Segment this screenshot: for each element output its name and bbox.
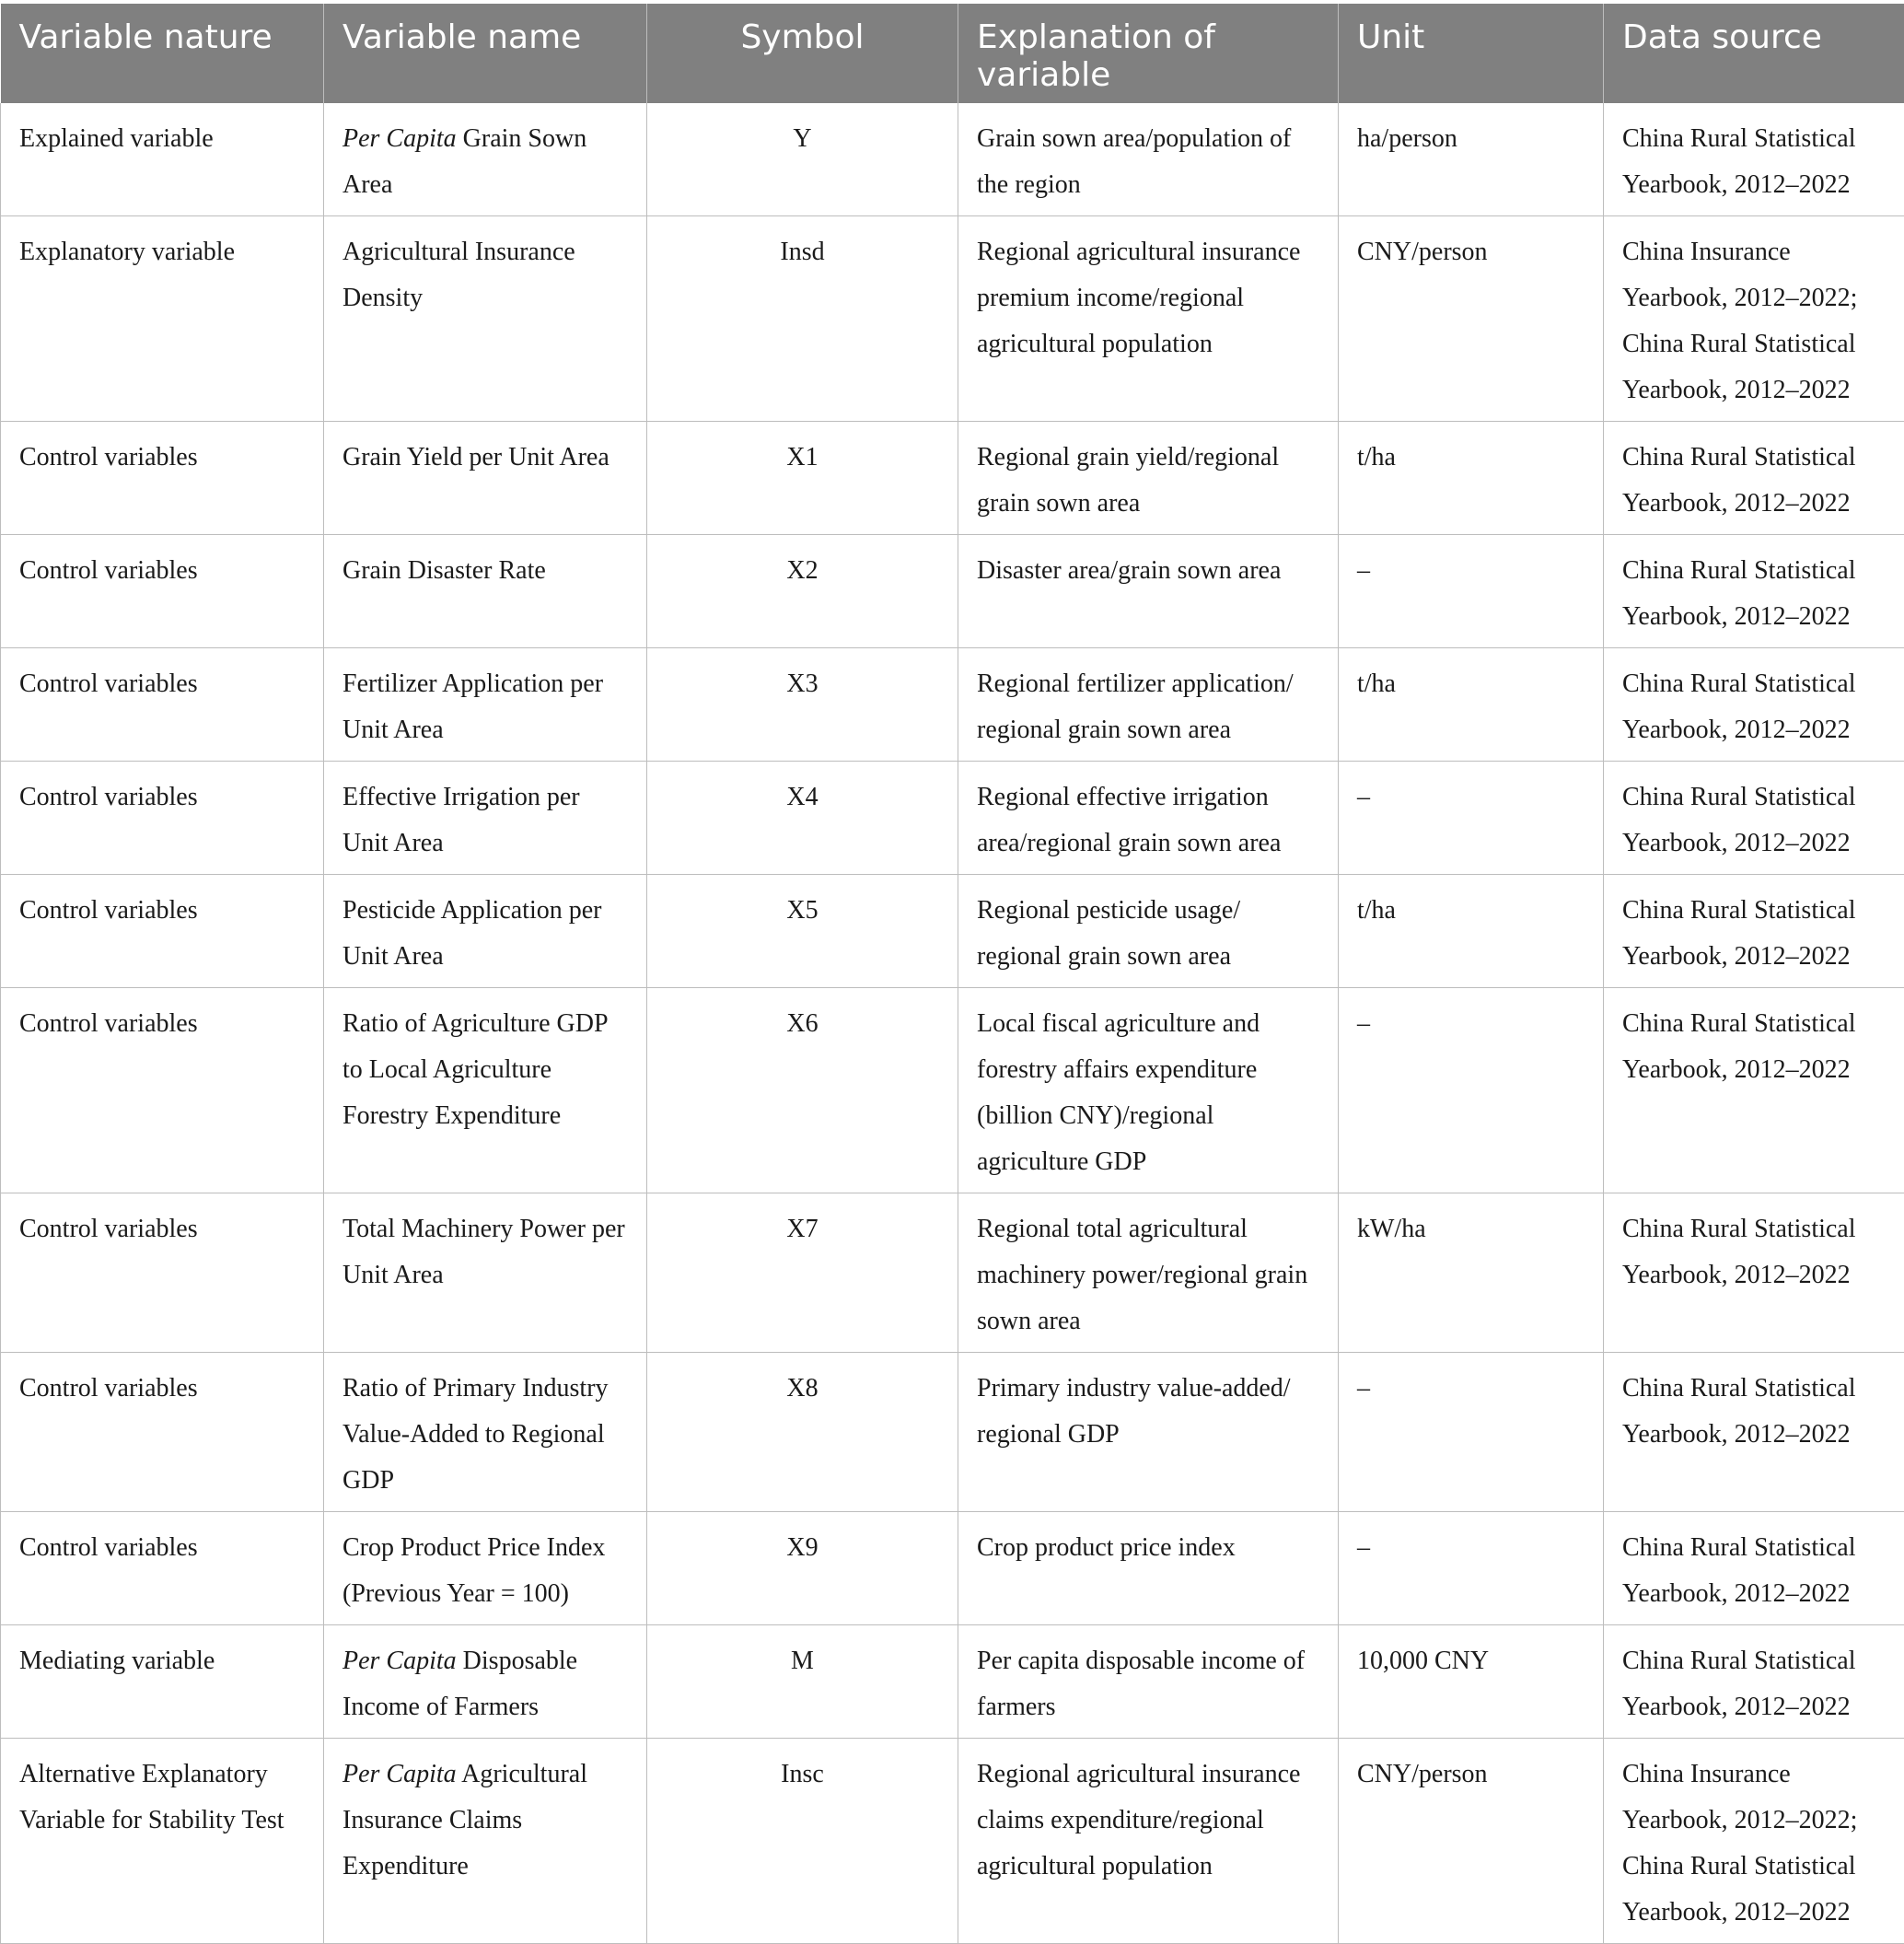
cell-explanation: Primary industry value-added/ regional GDP <box>958 1353 1339 1512</box>
cell-symbol: X3 <box>647 648 958 762</box>
cell-unit: – <box>1339 762 1604 875</box>
table-row <box>1 988 1904 1193</box>
cell-variable-name <box>324 216 647 422</box>
cell-variable-nature: Control variables <box>1 875 324 988</box>
cell-data-source: China Insurance Yearbook, 2012–2022; China Rural Statistical Yearbook, 2012–2022 <box>1604 1739 1904 1944</box>
cell-symbol: X2 <box>647 535 958 648</box>
cell-unit: t/ha <box>1339 422 1604 535</box>
cell-unit: ha/person <box>1339 103 1604 216</box>
cell-variable-name <box>324 422 647 535</box>
cell-variable-name <box>324 875 647 988</box>
cell-variable-name <box>324 1625 647 1739</box>
table-row <box>1 1193 1904 1353</box>
cell-symbol: X9 <box>647 1512 958 1625</box>
variable-name-italic: Per Capita <box>342 124 457 153</box>
cell-variable-name <box>324 1512 647 1625</box>
table-row <box>1 1353 1904 1512</box>
cell-unit: kW/ha <box>1339 1193 1604 1353</box>
cell-variable-nature: Control variables <box>1 1512 324 1625</box>
cell-data-source: China Insurance Yearbook, 2012–2022; China Rural Statistical Yearbook, 2012–2022 <box>1604 216 1904 422</box>
cell-variable-name <box>324 535 647 648</box>
cell-explanation: Local fiscal agriculture and forestry affairs expenditure (billion CNY)/regional agriculture GDP <box>958 988 1339 1193</box>
cell-variable-nature: Mediating variable <box>1 1625 324 1739</box>
variable-name-text: Fertilizer Application per Unit Area <box>342 669 610 744</box>
variable-name-text: Total Machinery Power per Unit Area <box>342 1215 632 1289</box>
cell-explanation: Regional effective irrigation area/regional grain sown area <box>958 762 1339 875</box>
cell-explanation: Crop product price index <box>958 1512 1339 1625</box>
cell-unit: – <box>1339 1512 1604 1625</box>
cell-explanation: Regional grain yield/regional grain sown area <box>958 422 1339 535</box>
cell-data-source: China Rural Statistical Yearbook, 2012–2022 <box>1604 762 1904 875</box>
table-row <box>1 535 1904 648</box>
cell-data-source: China Rural Statistical Yearbook, 2012–2022 <box>1604 648 1904 762</box>
cell-symbol: X5 <box>647 875 958 988</box>
variable-name-text: Ratio of Primary Industry Value-Added to Regional GDP <box>342 1374 614 1495</box>
table-row <box>1 103 1904 216</box>
variable-name-text: Grain Disaster Rate <box>342 556 546 585</box>
variable-name-italic: Per Capita <box>342 1760 457 1788</box>
variable-name-text: Pesticide Application per Unit Area <box>342 896 609 971</box>
cell-unit: t/ha <box>1339 648 1604 762</box>
variable-name-text: Ratio of Agriculture GDP to Local Agriculture Forestry Expenditure <box>342 1009 613 1130</box>
cell-variable-name <box>324 988 647 1193</box>
cell-variable-nature: Control variables <box>1 1193 324 1353</box>
cell-explanation: Regional fertilizer application/ regional grain sown area <box>958 648 1339 762</box>
table-row <box>1 762 1904 875</box>
cell-variable-name <box>324 762 647 875</box>
cell-data-source: China Rural Statistical Yearbook, 2012–2022 <box>1604 1512 1904 1625</box>
cell-data-source: China Rural Statistical Yearbook, 2012–2022 <box>1604 875 1904 988</box>
cell-variable-nature: Control variables <box>1 648 324 762</box>
cell-unit: 10,000 CNY <box>1339 1625 1604 1739</box>
table-row <box>1 1512 1904 1625</box>
header-data-source: Data source <box>1604 4 1904 103</box>
cell-symbol: Insd <box>647 216 958 422</box>
cell-symbol: X1 <box>647 422 958 535</box>
table-body <box>1 103 1904 1944</box>
cell-explanation: Grain sown area/population of the region <box>958 103 1339 216</box>
variable-name-text: Crop Product Price Index (Previous Year = 100) <box>342 1533 611 1608</box>
cell-unit: – <box>1339 1353 1604 1512</box>
cell-variable-name <box>324 1353 647 1512</box>
cell-data-source: China Rural Statistical Yearbook, 2012–2022 <box>1604 988 1904 1193</box>
cell-explanation: Disaster area/grain sown area <box>958 535 1339 648</box>
cell-symbol: Y <box>647 103 958 216</box>
variable-name-text: Grain Sown Area <box>342 124 592 199</box>
variable-name-text: Agricultural Insurance Density <box>342 238 582 312</box>
table-row <box>1 422 1904 535</box>
cell-variable-nature: Control variables <box>1 422 324 535</box>
cell-unit: CNY/person <box>1339 1739 1604 1944</box>
cell-symbol: X8 <box>647 1353 958 1512</box>
cell-variable-nature: Control variables <box>1 535 324 648</box>
header-unit: Unit <box>1339 4 1604 103</box>
cell-variable-name <box>324 1739 647 1944</box>
cell-symbol: X4 <box>647 762 958 875</box>
cell-variable-nature: Control variables <box>1 1353 324 1512</box>
variable-name-text: Effective Irrigation per Unit Area <box>342 783 586 857</box>
cell-data-source: China Rural Statistical Yearbook, 2012–2022 <box>1604 1625 1904 1739</box>
variable-name-text: Grain Yield per Unit Area <box>342 443 610 471</box>
cell-variable-nature: Explanatory variable <box>1 216 324 422</box>
header-explanation: Explanation of variable <box>958 4 1339 103</box>
cell-explanation: Regional agricultural insurance claims expenditure/regional agricultural population <box>958 1739 1339 1944</box>
cell-variable-nature: Control variables <box>1 988 324 1193</box>
cell-symbol: Insc <box>647 1739 958 1944</box>
cell-variable-nature: Alternative Explanatory Variable for Stability Test <box>1 1739 324 1944</box>
table-row <box>1 1625 1904 1739</box>
variables-table <box>0 4 1904 1944</box>
variable-name-text: Agricultural Insurance Claims Expenditure <box>342 1760 594 1880</box>
cell-explanation: Regional total agricultural machinery power/regional grain sown area <box>958 1193 1339 1353</box>
cell-explanation: Regional agricultural insurance premium income/regional agricultural population <box>958 216 1339 422</box>
cell-symbol: X7 <box>647 1193 958 1353</box>
cell-data-source: China Rural Statistical Yearbook, 2012–2022 <box>1604 535 1904 648</box>
cell-variable-name <box>324 1193 647 1353</box>
table-row <box>1 875 1904 988</box>
cell-data-source: China Rural Statistical Yearbook, 2012–2022 <box>1604 1193 1904 1353</box>
cell-variable-name <box>324 648 647 762</box>
cell-variable-nature: Explained variable <box>1 103 324 216</box>
cell-data-source: China Rural Statistical Yearbook, 2012–2022 <box>1604 103 1904 216</box>
cell-unit: – <box>1339 535 1604 648</box>
header-symbol: Symbol <box>647 4 958 103</box>
cell-explanation: Per capita disposable income of farmers <box>958 1625 1339 1739</box>
cell-variable-name <box>324 103 647 216</box>
variable-name-text: Disposable Income of Farmers <box>342 1647 584 1721</box>
table-row <box>1 1739 1904 1944</box>
cell-explanation: Regional pesticide usage/ regional grain sown area <box>958 875 1339 988</box>
cell-variable-nature: Control variables <box>1 762 324 875</box>
table-row <box>1 648 1904 762</box>
cell-unit: CNY/person <box>1339 216 1604 422</box>
cell-data-source: China Rural Statistical Yearbook, 2012–2022 <box>1604 1353 1904 1512</box>
cell-symbol: M <box>647 1625 958 1739</box>
header-variable-nature: Variable nature <box>1 4 324 103</box>
header-variable-name: Variable name <box>324 4 647 103</box>
cell-unit: – <box>1339 988 1604 1193</box>
table-row <box>1 216 1904 422</box>
cell-unit: t/ha <box>1339 875 1604 988</box>
variable-name-italic: Per Capita <box>342 1647 457 1675</box>
cell-data-source: China Rural Statistical Yearbook, 2012–2022 <box>1604 422 1904 535</box>
header-row <box>1 4 1904 103</box>
cell-symbol: X6 <box>647 988 958 1193</box>
